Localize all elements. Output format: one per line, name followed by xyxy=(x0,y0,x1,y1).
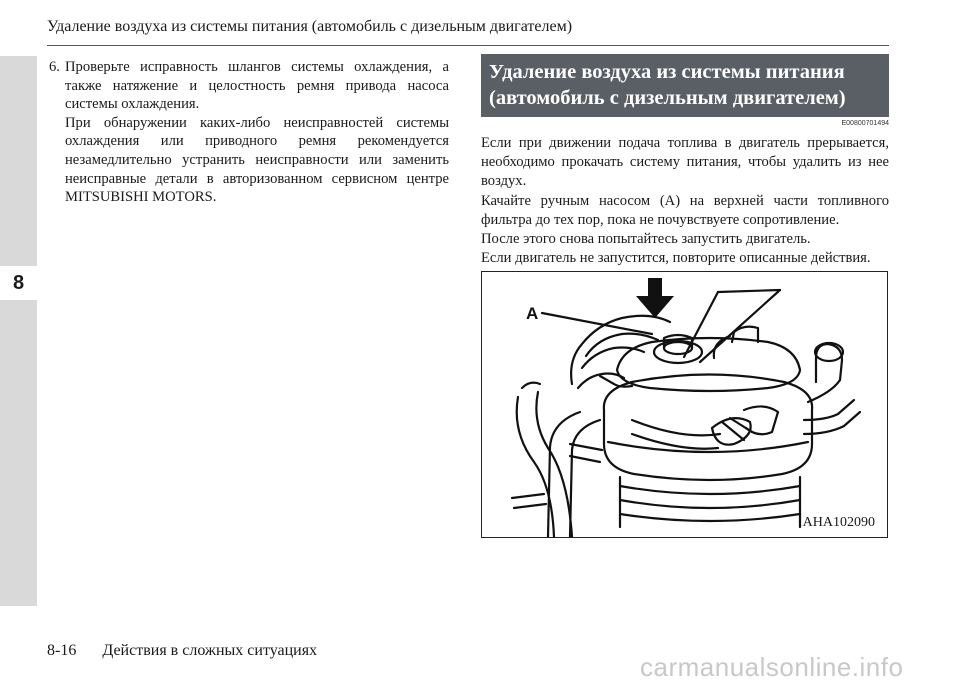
reference-code: E00800701494 xyxy=(841,120,889,127)
chapter-number: 8 xyxy=(12,271,25,294)
watermark: carmanualsonline.info xyxy=(640,652,904,682)
running-header: Удаление воздуха из системы питания (автомобиль с дизельным двигателем) xyxy=(47,18,573,35)
step-paragraph: Проверьте исправность шлангов системы охлаждения, а также натяжение и целостность ремня привода насоса системы охлаждения. xyxy=(65,59,449,113)
page-footer xyxy=(47,642,317,660)
figure-code: AHA102090 xyxy=(802,515,875,530)
fuel-filter-drawing xyxy=(482,272,887,537)
step-paragraph: При обнаружении каких-либо неисправностей системы охлаждения или приводного ремня рекомендуется незамедлительно устранить неисправности или заменить неисправные детали в авторизованном сервисном центре MITSUBISHI MOTORS. xyxy=(65,114,449,206)
body-paragraph: Если двигатель не запустится, повторите описанные действия. xyxy=(481,250,871,267)
callout-label-a: A xyxy=(526,304,539,323)
right-column xyxy=(481,54,889,268)
chapter-side-tab xyxy=(0,56,37,606)
body-paragraph: Если при движении подача топлива в двигатель прерывается, необходимо прокачать систему питания, чтобы удалить из нее воздух. xyxy=(481,135,889,190)
chapter-title: Действия в сложных ситуациях xyxy=(102,642,318,659)
left-column xyxy=(49,58,449,207)
section-title-line: (автомобиль с дизельным двигателем) xyxy=(489,87,846,109)
step-number: 6. xyxy=(49,59,60,75)
body-paragraph: После этого снова попытайтесь запустить двигатель. xyxy=(481,231,811,248)
fuel-filter-illustration xyxy=(481,271,888,538)
step-body xyxy=(65,58,449,207)
step-6 xyxy=(49,58,449,207)
section-body xyxy=(481,134,889,268)
body-paragraph: Качайте ручным насосом (А) на верхней части топливного фильтра до тех пор, пока не почувствуете сопротивление. xyxy=(481,192,889,228)
section-title xyxy=(481,54,889,117)
page-number: 8-16 xyxy=(47,642,77,659)
section-title-line: Удаление воздуха из системы питания xyxy=(489,61,845,83)
chapter-number-badge xyxy=(0,266,37,300)
header-divider xyxy=(47,45,889,46)
